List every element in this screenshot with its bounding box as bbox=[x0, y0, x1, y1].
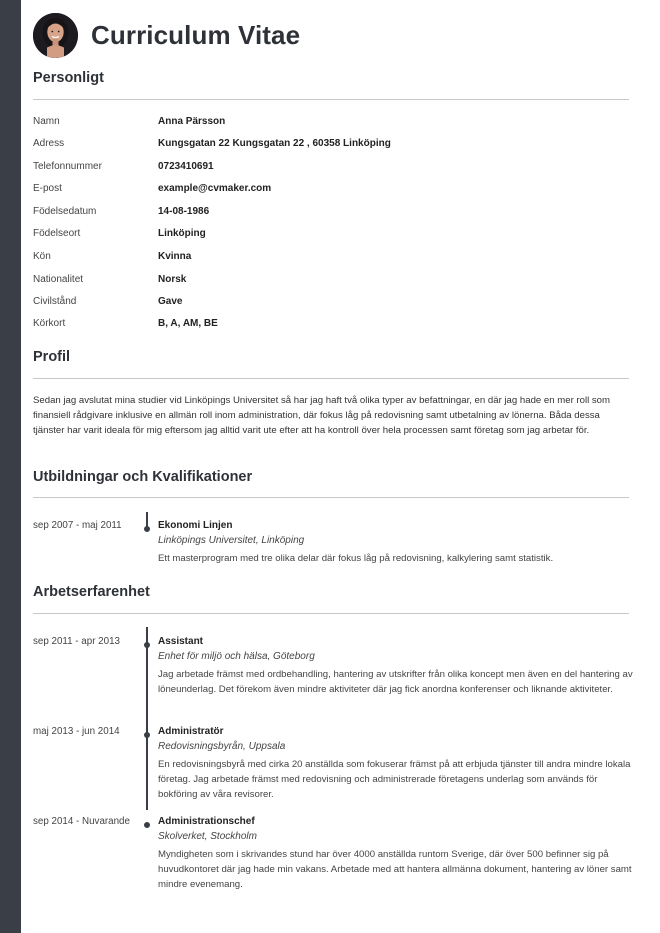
field-label: Civilstånd bbox=[33, 296, 77, 307]
personal-row-phone bbox=[33, 160, 629, 174]
personal-row-nationality bbox=[33, 273, 629, 287]
field-label: Födelseort bbox=[33, 228, 81, 239]
timeline-dot bbox=[144, 526, 150, 532]
section-heading-education: Utbildningar och Kvalifikationer bbox=[33, 469, 253, 485]
field-label: Födelsedatum bbox=[33, 206, 97, 217]
entry-subtitle: Enhet för miljö och hälsa, Göteborg bbox=[158, 651, 315, 662]
entry-title: Ekonomi Linjen bbox=[158, 520, 233, 531]
personal-row-birthdate bbox=[33, 205, 629, 219]
field-label: E-post bbox=[33, 183, 62, 194]
personal-row-name bbox=[33, 115, 629, 129]
field-value: example@cvmaker.com bbox=[158, 183, 272, 194]
field-label: Adress bbox=[33, 138, 65, 149]
timeline-dot bbox=[144, 642, 150, 648]
page-title: Curriculum Vitae bbox=[91, 19, 301, 50]
entry-title: Assistant bbox=[158, 636, 204, 647]
section-divider bbox=[33, 497, 629, 498]
profile-text: Sedan jag avslutat mina studier vid Linköpings Universitet så har jag haft två olika typer av befattningar, en där jag hade en mer roll som finansiell rådgivare inklusive en allmän roll inom administration, där fokus låg på redovisning samt utbetalning av lönerna. Båda dessa tjänster har varit ideala för mig eftersom jag alltid varit ute efter att ha kontroll över hela processen samt företag som jag arbetar för. bbox=[33, 395, 611, 437]
field-label: Kön bbox=[33, 251, 51, 262]
entry-date: sep 2011 - apr 2013 bbox=[33, 636, 120, 647]
field-value: 0723410691 bbox=[158, 161, 214, 172]
field-label: Körkort bbox=[33, 318, 66, 329]
personal-row-license bbox=[33, 317, 629, 331]
section-heading-experience: Arbetserfarenhet bbox=[33, 584, 150, 600]
entry-title: Administratör bbox=[158, 726, 224, 737]
entry-description: En redovisningsbyrå med cirka 20 anställda som fokuserar främst på att erbjuda tjänster till andra mindre lokala företag. Jag arbetade främst med redovisning och administrerade företagens underlag som används för bokföring av våra revisorer. bbox=[158, 759, 631, 801]
timeline-line bbox=[146, 627, 148, 810]
section-divider bbox=[33, 613, 629, 614]
left-sidebar-strip bbox=[0, 0, 21, 933]
timeline-dot bbox=[144, 822, 150, 828]
entry-subtitle: Skolverket, Stockholm bbox=[158, 831, 257, 842]
personal-row-birthplace bbox=[33, 227, 629, 241]
avatar-portrait-icon bbox=[33, 13, 78, 58]
section-heading-personal: Personligt bbox=[33, 70, 104, 86]
personal-row-gender bbox=[33, 250, 629, 264]
entry-description: Myndigheten som i skrivandes stund har över 4000 anställda runtom Sverige, där över 500 befinner sig på huvudkontoret där jag hade min vakans. Arbetade med att hantera allmänna dokument, hantering av löner samt mindre evenemang. bbox=[158, 849, 632, 891]
entry-date: maj 2013 - jun 2014 bbox=[33, 726, 120, 737]
entry-subtitle: Linköpings Universitet, Linköping bbox=[158, 535, 305, 546]
entry-date: sep 2007 - maj 2011 bbox=[33, 520, 122, 531]
field-value: Norsk bbox=[158, 274, 187, 285]
field-value: Linköping bbox=[158, 228, 206, 239]
cv-page bbox=[21, 0, 660, 933]
field-label: Namn bbox=[33, 116, 60, 127]
entry-title: Administrationschef bbox=[158, 816, 255, 827]
avatar bbox=[33, 13, 78, 58]
entry-description: Ett masterprogram med tre olika delar där fokus låg på redovisning, kalkylering samt statistik. bbox=[158, 553, 554, 564]
section-divider bbox=[33, 378, 629, 379]
field-value: B, A, AM, BE bbox=[158, 318, 218, 329]
field-value: 14-08-1986 bbox=[158, 206, 210, 217]
section-heading-profile: Profil bbox=[33, 349, 71, 365]
entry-subtitle: Redovisningsbyrån, Uppsala bbox=[158, 741, 286, 752]
field-value: Gave bbox=[158, 296, 183, 307]
field-label: Nationalitet bbox=[33, 274, 84, 285]
entry-date: sep 2014 - Nuvarande bbox=[33, 816, 130, 827]
field-value: Kvinna bbox=[158, 251, 192, 262]
field-value: Kungsgatan 22 Kungsgatan 22 , 60358 Linköping bbox=[158, 138, 391, 149]
timeline-dot bbox=[144, 732, 150, 738]
personal-row-address bbox=[33, 137, 629, 151]
field-label: Telefonnummer bbox=[33, 161, 102, 172]
cv-header bbox=[33, 11, 300, 59]
field-value: Anna Pärsson bbox=[158, 116, 226, 127]
personal-row-civil-status bbox=[33, 295, 629, 309]
section-divider bbox=[33, 99, 629, 100]
entry-description: Jag arbetade främst med ordbehandling, hantering av utskrifter från olika koncept men även en del hantering av löneunderlag. Det förekom även mindre aktiviteter där jag fick anordna konferenser och liknande aktiviteter. bbox=[158, 669, 633, 696]
personal-row-email bbox=[33, 182, 629, 196]
